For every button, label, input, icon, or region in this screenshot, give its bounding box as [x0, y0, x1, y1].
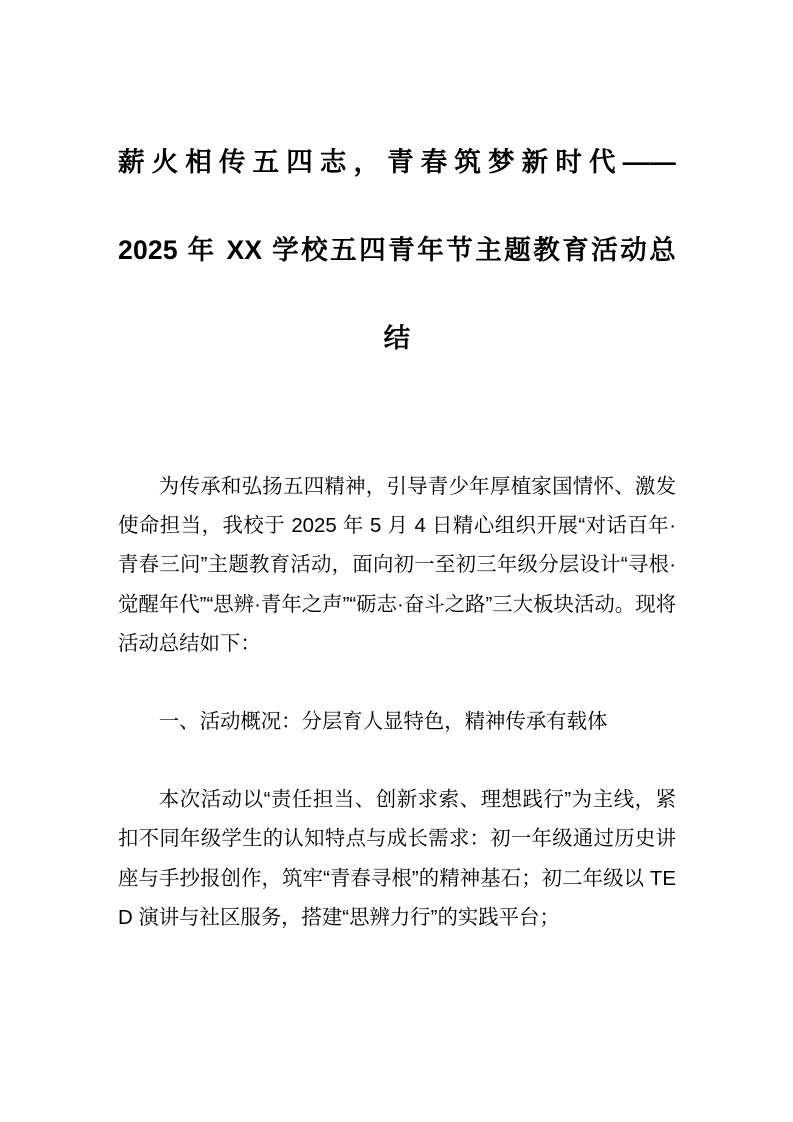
document-title-line-1: 薪火相传五四志，青春筑梦新时代—— — [118, 147, 676, 177]
document-content-column — [118, 0, 676, 938]
paragraph-section-1-body: 本次活动以“责任担当、创新求索、理想践行”为主线，紧扣不同年级学生的认知特点与成长需求：初一年级通过历史讲座与手抄报创作，筑牢“青春寻根”的精神基石；初二年级以 TED 演讲与社区服务，搭建“思辨力行”的实践平台； — [118, 789, 676, 929]
document-title-line-2: 2025 年 XX 学校五四青年节主题教育活动总 — [118, 235, 676, 265]
title-body-spacer — [118, 382, 676, 468]
document-title-line-3: 结 — [383, 323, 411, 353]
document-title — [118, 0, 676, 382]
paragraph-introduction: 为传承和弘扬五四精神，引导青少年厚植家国情怀、激发使命担当，我校于 2025 年 5 月 4 日精心组织开展“对话百年·青春三问”主题教育活动，面向初一至初三年级分层设计“寻根·觉醒年代”“思辨·青年之声”“砺志·奋斗之路”三大板块活动。现将活动总结如下： — [118, 476, 676, 655]
paragraph-gap-2 — [118, 742, 676, 781]
section-heading-1: 一、活动概况：分层育人显特色，精神传承有载体 — [158, 711, 608, 734]
paragraph-gap-1 — [118, 664, 676, 703]
